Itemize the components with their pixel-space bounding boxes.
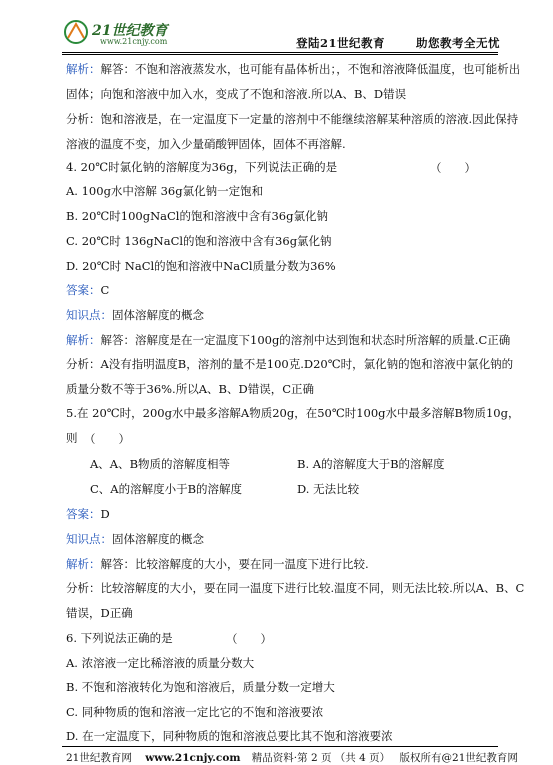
q5-answer: 答案：D (66, 507, 110, 521)
footer-page-info: 精品资料·第 2 页 （共 4 页） (251, 752, 391, 764)
footer-rule (62, 746, 498, 747)
slogan-left: 登陆21世纪教育 (296, 36, 386, 50)
line-1: 解析：解答：不饱和溶液蒸发水，也可能有晶体析出；，不饱和溶液降低温度，也可能析出 (66, 62, 521, 76)
question-5: 5.在 20℃时，200g水中最多溶解A物质20g，在50℃时100g水中最多溶解B物质10g， (66, 406, 520, 420)
header-rule (62, 52, 498, 53)
header-rule-2 (62, 54, 498, 55)
q5-analysis-3: 错误，D正确 (66, 606, 133, 620)
q5-bracket: （ ） (84, 432, 130, 446)
footer-url[interactable]: www.21cnjy.com (145, 752, 241, 764)
q6-option-c: C. 同种物质的饱和溶液一定比它的不饱和溶液要浓 (66, 705, 324, 719)
q5-knowledge: 知识点：固体溶解度的概念 (66, 532, 204, 546)
q5-option-d: D. 无法比较 (297, 482, 360, 496)
q4-analysis-3: 质量分数不等于36%.所以A、B、D错误，C正确 (66, 382, 314, 396)
question-6: 6. 下列说法正确的是 (66, 631, 173, 645)
q5-option-c: C、A的溶解度小于B的溶解度 (90, 482, 243, 496)
q4-option-d: D. 20℃时 NaCl的饱和溶液中NaCl质量分数为36% (66, 259, 336, 273)
q4-analysis: 解析：解答：溶解度是在一定温度下100g的溶剂中达到饱和状态时所溶解的质量.C正确 (66, 333, 511, 347)
q6-option-d: D. 在一定温度下，同种物质的饱和溶液总要比其不饱和溶液要浓 (66, 729, 393, 743)
q5-analysis-2: 分析：比较溶解度的大小，要在同一温度下进行比较.温度不同，则无法比较.所以A、B、C (66, 581, 525, 595)
line-2: 固体；向饱和溶液中加入水，变成了不饱和溶液.所以A、B、D错误 (66, 87, 407, 101)
q4-bracket: （ ） (430, 161, 476, 175)
q4-option-c: C. 20℃时 136gNaCl的饱和溶液中含有36g氯化钠 (66, 234, 332, 248)
question-4: 4. 20℃时氯化钠的溶解度为36g，下列说法正确的是 (66, 160, 338, 174)
q6-option-a: A. 浓溶液一定比稀溶液的质量分数大 (66, 656, 255, 670)
q4-answer: 答案：C (66, 283, 110, 297)
q6-option-b: B. 不饱和溶液转化为饱和溶液后，质量分数一定增大 (66, 680, 335, 694)
header-slogan (296, 35, 500, 51)
q5-analysis: 解析：解答：比较溶解度的大小，要在同一温度下进行比较. (66, 557, 369, 571)
logo-text: 21世纪教育 (92, 23, 168, 39)
line-3: 分析：饱和溶液是，在一定温度下一定量的溶剂中不能继续溶解某种溶质的溶液.因此保持 (66, 112, 519, 126)
q5-option-b: B. A的溶解度大于B的溶解度 (297, 457, 445, 471)
q4-analysis-2: 分析：A没有指明温度B，溶剂的量不是100克.D20℃时，氯化钠的饱和溶液中氯化钠的 (66, 357, 514, 371)
footer-left: 21世纪教育网 (66, 752, 132, 764)
logo-url: www.21cnjy.com (100, 37, 168, 46)
q4-option-a: A. 100g水中溶解 36g氯化钠一定饱和 (66, 184, 264, 198)
slogan-right: 助您教考全无忧 (416, 36, 501, 50)
q4-option-b: B. 20℃时100gNaCl的饱和溶液中含有36g氯化钠 (66, 209, 328, 223)
q4-knowledge: 知识点：固体溶解度的概念 (66, 308, 204, 322)
question-5-cont: 则 (66, 431, 78, 445)
footer (66, 750, 518, 765)
q6-bracket: （ ） (226, 632, 272, 646)
footer-copyright: 版权所有@21世纪教育网 (399, 752, 518, 764)
q5-option-a: A、A、B物质的溶解度相等 (90, 457, 231, 471)
line-4: 溶液的温度不变，加入少量硝酸钾固体，固体不再溶解. (66, 137, 346, 151)
